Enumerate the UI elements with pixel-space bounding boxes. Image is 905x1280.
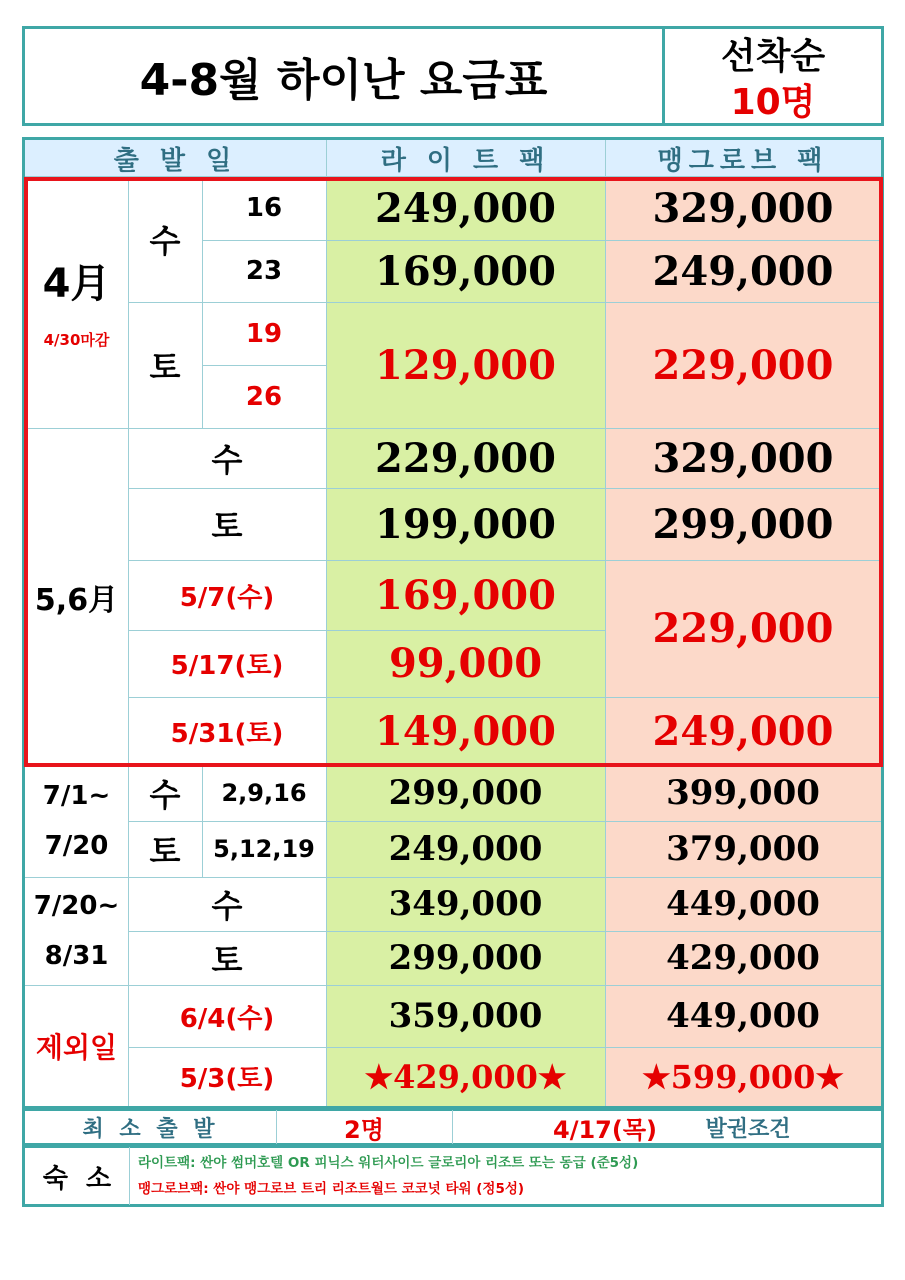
aug-sat-mangrove-price: 429,000 [666,938,820,978]
excluded-5-3-lite-price: ★429,000★ [364,1057,567,1096]
july-wed-days: 2,9,16 [221,779,307,807]
july-wed-mangrove-price: 399,000 [666,773,820,813]
mayjune-sat-mangrove-price: 299,000 [652,500,834,548]
aug-wed-label: 수 [211,887,243,925]
header-lite: 라 이 트 팩 [326,140,605,176]
excluded-6-4-label: 6/4(수) [179,1003,275,1034]
may-june-label: 5,6月 [34,582,119,618]
april-day-23: 23 [245,256,283,286]
july-label-2: 7/20 [44,831,109,861]
april-23-lite-price: 169,000 [375,247,556,295]
april-16-mangrove-price: 329,000 [652,184,834,232]
april-sat-mangrove-price: 229,000 [652,341,834,389]
july-wed-label: 수 [149,776,181,814]
april-wed-label: 수 [149,222,181,260]
july-wed-lite-price: 299,000 [388,773,543,813]
merged-mangrove-price: 229,000 [652,605,834,652]
header-mangrove: 맹그로브 팩 [605,140,881,176]
excluded-5-3-mangrove-price: ★599,000★ [641,1057,845,1096]
date-5-17-label: 5/17(토) [170,651,284,681]
april-deadline: 4/30마감 [43,330,110,349]
mayjune-wed-label: 수 [211,441,243,479]
ticket-condition-label: 발권조건 [705,1116,791,1142]
april-23-mangrove-price: 249,000 [652,247,834,295]
date-5-31-lite-price: 149,000 [375,707,556,755]
april-day-16: 16 [245,193,283,223]
excluded-6-4-lite-price: 359,000 [388,996,543,1036]
excluded-6-4-mangrove-price: 449,000 [666,996,820,1036]
badge-line2: 10명 [730,81,816,123]
april-sat-lite-price: 129,000 [375,341,556,389]
excluded-label: 제외일 [35,1030,118,1064]
aug-wed-lite-price: 349,000 [388,884,543,924]
mayjune-wed-mangrove-price: 329,000 [652,434,834,482]
aug-wed-mangrove-price: 449,000 [666,884,820,924]
april-day-26: 26 [245,381,283,412]
hotel-lite-text: 라이트팩: 싼야 썸머호텔 OR 피닉스 워터사이드 글로리아 리조트 또는 동급 (준5성) [138,1155,639,1171]
july-sat-lite-price: 249,000 [388,829,543,869]
badge-line1: 선착순 [720,35,826,77]
header-date: 출 발 일 [25,140,326,176]
hotel-label: 숙 소 [42,1163,112,1194]
april-day-19: 19 [245,318,283,349]
aug-label-2: 8/31 [44,941,109,971]
date-5-7-label: 5/7(수) [179,582,275,613]
date-5-17-lite-price: 99,000 [388,640,543,687]
july-sat-label: 토 [149,832,181,870]
min-departure-value: 2명 [344,1115,384,1144]
date-5-7-lite-price: 169,000 [375,571,556,619]
april-label: 4月 [42,260,111,307]
july-label-1: 7/1~ [42,781,111,811]
april-16-lite-price: 249,000 [375,184,556,232]
mayjune-sat-label: 토 [211,507,243,545]
highlight-frame [24,177,883,767]
aug-sat-label: 토 [211,941,243,979]
mayjune-wed-lite-price: 229,000 [375,434,556,482]
page-title: 4-8월 하이난 요금표 [139,55,548,106]
mayjune-sat-lite-price: 199,000 [375,500,556,548]
ticket-date: 4/17(목) [553,1115,657,1144]
july-sat-mangrove-price: 379,000 [666,829,820,869]
aug-label-1: 7/20~ [33,891,120,921]
hotel-mangrove-text: 맹그로브팩: 싼야 맹그로브 트리 리조트월드 코코넛 타워 (정5성) [138,1181,525,1197]
date-5-31-label: 5/31(토) [170,718,284,749]
excluded-5-3-label: 5/3(토) [179,1064,275,1094]
april-sat-label: 토 [149,348,181,386]
aug-sat-lite-price: 299,000 [388,938,543,978]
july-sat-days: 5,12,19 [213,835,315,863]
min-departure-label: 최 소 출 발 [82,1116,219,1142]
date-5-31-mangrove-price: 249,000 [652,707,834,755]
